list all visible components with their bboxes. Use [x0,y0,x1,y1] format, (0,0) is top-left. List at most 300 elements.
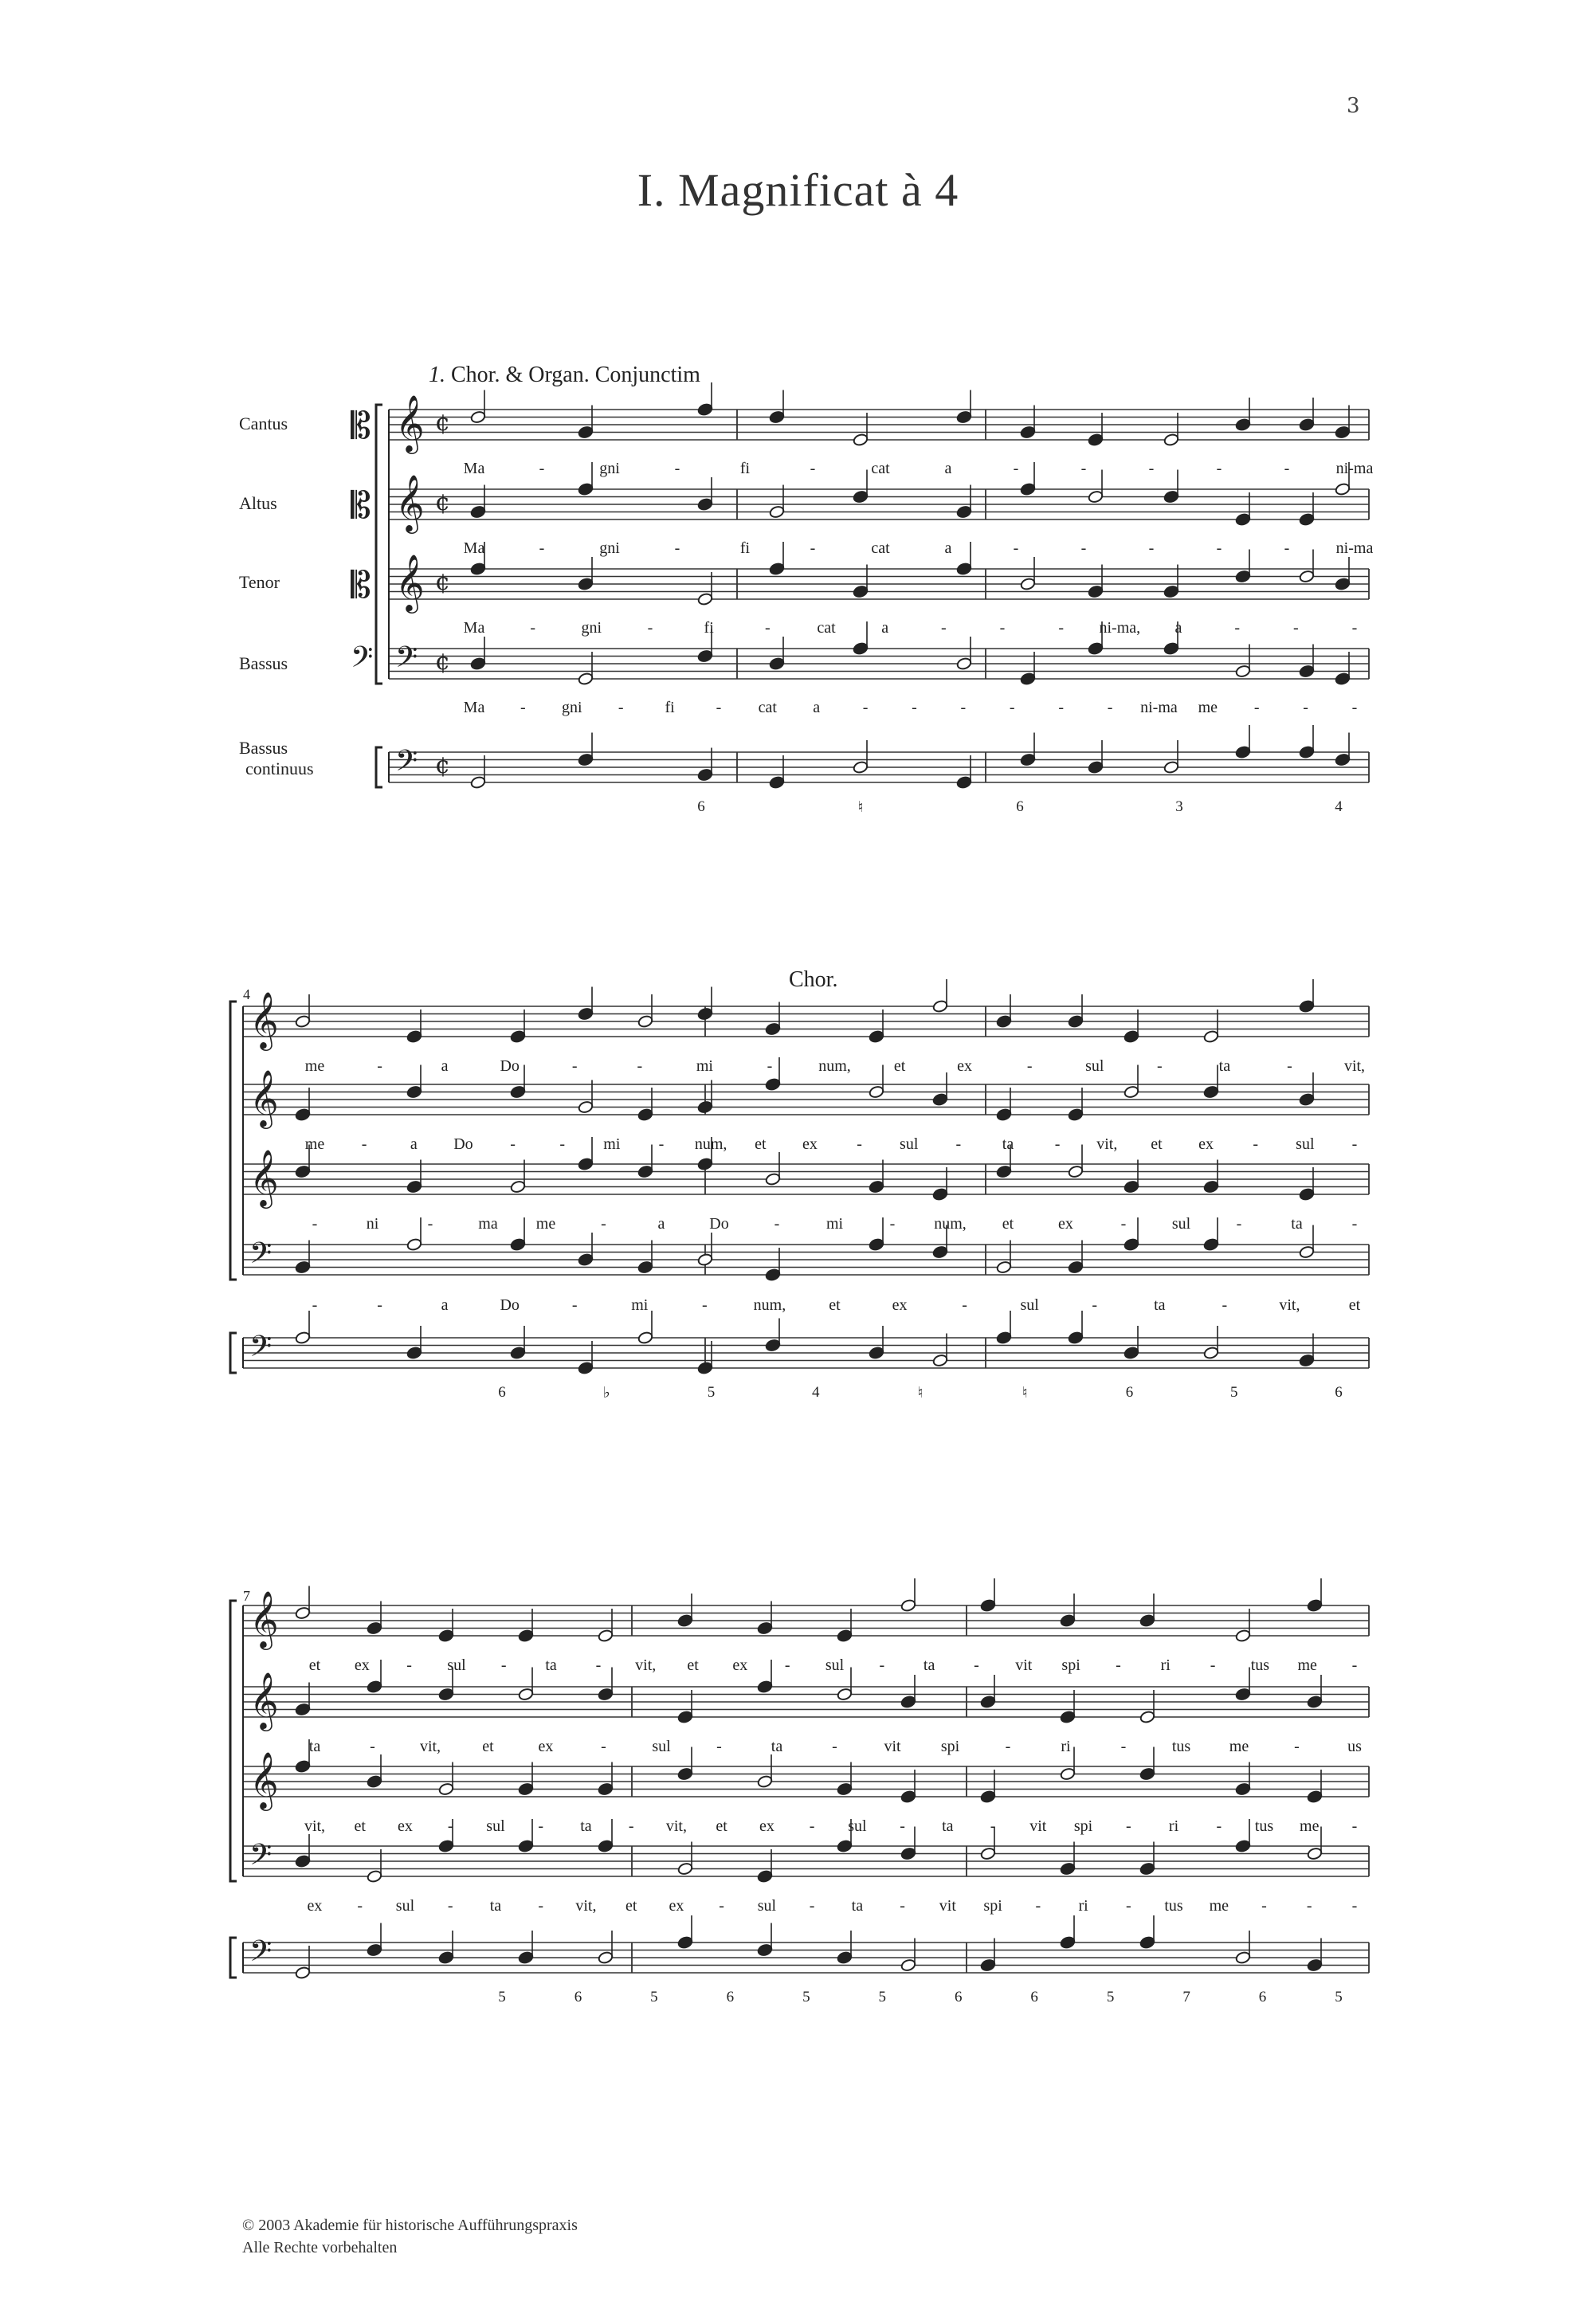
c-clef-icon: 𝄡 [351,563,371,606]
quarter-note [578,1157,594,1170]
half-note [677,1862,693,1876]
figured-bass-number: 5 [707,1384,716,1401]
lyric-hyphen: - [960,699,967,716]
lyric-syllable: tus [1254,1817,1274,1835]
quarter-note [295,1759,311,1773]
lyric-hyphen: - [1125,1817,1131,1835]
lyric-hyphen: - [810,539,816,557]
quarter-note [1299,1354,1315,1367]
quarter-note [1068,1331,1084,1344]
lyric-hyphen: - [1306,1897,1312,1915]
lyric-hyphen: - [1216,460,1222,477]
lyric-syllable: vit, [304,1817,326,1835]
lyric-hyphen: - [357,1897,363,1915]
half-note [470,410,486,424]
half-note [578,672,594,685]
continuo-bracket [230,1333,237,1373]
lyric-syllable: me [1209,1897,1229,1915]
voice-label-continuo-line1: Bassus [239,738,288,758]
page-number: 3 [1347,94,1360,118]
quarter-note [578,577,594,590]
lyric-hyphen: - [974,1656,979,1674]
lyric-syllable: ma [478,1215,498,1233]
figured-bass-number: 6 [1335,1384,1343,1401]
quarter-note [837,1950,853,1964]
quarter-note [1088,760,1104,774]
lyric-hyphen: - [1284,539,1290,557]
lyric-syllable: et [625,1897,637,1915]
half-note [295,1966,311,1979]
lyric-hyphen: - [1351,1656,1358,1674]
lyric-hyphen: - [571,1057,578,1075]
lyric-hyphen: - [658,1135,665,1153]
quarter-note [697,402,713,416]
lyric-syllable: me [304,1135,325,1153]
lyric-syllable: ta [1218,1057,1231,1075]
quarter-note [837,1629,853,1642]
lyric-hyphen: - [962,1296,967,1314]
quarter-note [697,1100,713,1114]
figured-bass-number: 6 [1125,1384,1134,1401]
quarter-note [518,1629,534,1642]
lyric-hyphen: - [559,1135,566,1153]
lyric-hyphen: - [1092,1296,1098,1314]
lyric-syllable: et [482,1738,494,1755]
lyric-hyphen: - [601,1738,606,1755]
quarter-note [1307,1695,1323,1708]
quarter-note [956,505,972,519]
treble-clef-icon: 𝄞 [395,473,425,531]
bass-clef-icon: 𝄢 [351,641,374,681]
quarter-note [757,1869,773,1883]
lyric-syllable: me [304,1057,325,1075]
quarter-note [697,649,713,663]
quarter-note [518,1839,534,1852]
lyric-hyphen: - [912,699,917,716]
lyric-syllable: sul [757,1897,777,1915]
lyric-hyphen: - [500,1656,507,1674]
lyric-syllable: vit, [575,1897,597,1915]
lyric-syllable: ri [1168,1817,1179,1835]
half-note [367,1869,382,1883]
lyric-syllable: ta [942,1817,954,1835]
lyric-hyphen: - [1058,619,1064,637]
lyric-syllable: et [1151,1135,1163,1153]
lyric-hyphen: - [1253,699,1260,716]
lyric-hyphen: - [1216,539,1222,557]
quarter-note [367,1621,382,1635]
quarter-note [980,1695,996,1708]
half-note [1299,570,1315,583]
lyric-syllable: gni [581,619,602,637]
lyric-syllable: ex [354,1656,370,1674]
quarter-note [510,1346,526,1359]
treble-clef-icon: 𝄞 [249,1148,279,1206]
quarter-note [956,775,972,789]
lyric-syllable: me [1229,1738,1249,1755]
lyric-syllable: me [1198,699,1218,716]
quarter-note [956,562,972,575]
lyric-syllable: a [944,539,952,557]
lyric-hyphen: - [702,1296,708,1314]
lyric-syllable: num, [934,1215,967,1233]
bass-clef-icon: 𝄢 [395,744,418,785]
lyric-hyphen: - [1148,460,1155,477]
lyric-hyphen: - [406,1656,412,1674]
lyric-hyphen: - [377,1296,382,1314]
lyric-syllable: a [441,1296,449,1314]
quarter-note [697,1361,713,1374]
lyric-syllable: cat [758,699,777,716]
figured-bass-number: 4 [1335,798,1343,815]
quarter-note [406,1085,422,1099]
quarter-note [1299,745,1315,759]
quarter-note [757,1621,773,1635]
quarter-note [1235,745,1251,759]
quarter-note [980,1958,996,1972]
half-note [1060,1767,1076,1781]
lyric-hyphen: - [1284,460,1290,477]
quarter-note [518,1782,534,1796]
lyric-syllable: ta [1002,1135,1014,1153]
quarter-note [406,1029,422,1043]
quarter-note [956,410,972,424]
quarter-note [438,1688,454,1701]
lyric-hyphen: - [889,1215,896,1233]
lyric-hyphen: - [377,1057,382,1075]
lyric-syllable: sul [900,1135,919,1153]
quarter-note [1163,490,1179,504]
quarter-note [510,1029,526,1043]
quarter-note [598,1839,614,1852]
lyric-hyphen: - [539,539,545,557]
figured-bass-number: 5 [498,1989,506,2005]
quarter-note [1123,1346,1139,1359]
time-signature-cut-common: ¢ [435,648,451,676]
figured-bass-number: 5 [878,1989,887,2005]
figured-bass-number: 6 [1016,798,1024,815]
bass-clef-icon: 𝄢 [395,641,418,681]
lyric-hyphen: - [810,460,816,477]
lyric-syllable: Ma [463,699,485,716]
voice-label-altus: Altus [239,493,277,513]
treble-clef-icon: 𝄞 [395,553,425,611]
lyric-syllable: sul [652,1738,671,1755]
lyric-syllable: sul [848,1817,867,1835]
half-note [1235,1950,1251,1964]
figured-bass-number: 6 [1258,1989,1267,2005]
continuo-bracket [230,1938,237,1978]
quarter-note [295,1165,311,1178]
c-clef-icon: 𝄡 [351,404,371,447]
lyric-syllable: ex [802,1135,818,1153]
system-bracket [230,1002,237,1280]
quarter-note [637,1260,653,1274]
quarter-note [980,1598,996,1612]
lyric-syllable: num, [753,1296,786,1314]
bass-clef-icon: 𝄢 [249,1330,273,1370]
quarter-note [1307,1598,1323,1612]
quarter-note [1020,482,1036,496]
lyric-hyphen: - [832,1738,837,1755]
system-bracket [376,405,382,684]
quarter-note [853,490,869,504]
lyric-syllable: mi [825,1215,844,1233]
half-note [697,1253,713,1266]
lyric-syllable: mi [696,1057,713,1075]
quarter-note [1235,570,1251,583]
lyric-syllable: fi [665,699,675,716]
quarter-note [677,1710,693,1723]
lyric-syllable: a [410,1135,418,1153]
quarter-note [1203,1180,1219,1194]
lyric-hyphen: - [1080,539,1087,557]
half-note [956,657,972,670]
figured-bass-number: 4 [812,1384,820,1401]
quarter-note [677,1767,693,1781]
lyric-hyphen: - [447,1817,453,1835]
quarter-note [769,657,785,670]
lyric-syllable: ni [366,1215,379,1233]
lyric-hyphen: - [1058,699,1064,716]
quarter-note [637,1165,653,1178]
lyric-hyphen: - [999,619,1006,637]
quarter-note [1139,1767,1155,1781]
lyric-hyphen: - [900,1897,905,1915]
quarter-note [295,1703,311,1716]
lyric-hyphen: - [427,1215,433,1233]
treble-clef-icon: 𝄞 [249,1068,279,1127]
lyric-hyphen: - [809,1817,815,1835]
lyric-hyphen: - [618,699,624,716]
half-note [769,505,785,519]
quarter-note [677,1935,693,1949]
lyric-hyphen: - [940,619,947,637]
lyric-syllable: ta [489,1897,502,1915]
figured-bass-number: 6 [574,1989,582,2005]
quarter-note [578,1007,594,1021]
half-note [1163,433,1179,446]
copyright-line1: © 2003 Akademie für historische Aufführungspraxis [242,2217,578,2234]
lyric-hyphen: - [1351,1215,1358,1233]
copyright-notice [242,2214,578,2259]
voice-label-cantus: Cantus [239,414,288,433]
lyric-hyphen: - [595,1656,602,1674]
half-note [1235,664,1251,678]
lyric-hyphen: - [900,1817,905,1835]
quarter-note [769,410,785,424]
lyric-syllable: tus [1171,1738,1191,1755]
quarter-note [996,1014,1012,1028]
quarter-note [1060,1613,1076,1627]
quarter-note [578,425,594,439]
lyric-syllable: spi [1061,1656,1080,1674]
lyric-syllable: me [1300,1817,1320,1835]
lyric-syllable: ex [669,1897,684,1915]
lyric-hyphen: - [571,1296,578,1314]
quarter-note [438,1950,454,1964]
lyric-hyphen: - [1026,1057,1033,1075]
lyric-hyphen: - [538,1817,544,1835]
lyric-syllable: sul [486,1817,505,1835]
quarter-note [1060,1862,1076,1876]
lyric-hyphen: - [628,1817,634,1835]
lyric-syllable: tus [1250,1656,1270,1674]
lyric-hyphen: - [370,1738,375,1755]
lyric-syllable: a [657,1215,665,1233]
bass-clef-icon: 𝄢 [249,1935,273,1975]
quarter-note [697,497,713,511]
half-note [598,1629,614,1642]
quarter-note [1123,1237,1139,1251]
lyric-syllable: ri [1061,1738,1071,1755]
treble-clef-icon: 𝄞 [249,990,279,1049]
lyric-hyphen: - [312,1296,318,1314]
lyric-hyphen: - [520,699,526,716]
lyric-syllable: cat [817,619,836,637]
treble-clef-icon: 𝄞 [249,1750,279,1809]
lyric-syllable: a [881,619,889,637]
lyric-syllable: num, [818,1057,851,1075]
quarter-note [1088,433,1104,446]
quarter-note [637,1107,653,1121]
lyric-hyphen: - [1125,1897,1131,1915]
lyric-syllable: vit, [1096,1135,1118,1153]
lyric-hyphen: - [1080,460,1087,477]
lyric-hyphen: - [784,1656,790,1674]
half-note [1068,1165,1084,1178]
lyric-syllable: fi [739,460,751,477]
lyric-hyphen: - [774,1215,780,1233]
half-note [510,1180,526,1194]
lyric-hyphen: - [1009,699,1015,716]
figured-bass-number: ♮ [917,1385,923,1402]
lyric-hyphen: - [1107,699,1113,716]
lyric-syllable: Ma [463,539,485,557]
quarter-note [1299,418,1315,431]
lyric-syllable: mi [631,1296,649,1314]
copyright-line2: Alle Rechte vorbehalten [242,2239,398,2256]
figured-bass-number: 5 [1230,1384,1238,1401]
quarter-note [1088,641,1104,655]
half-note [1299,1245,1315,1259]
lyric-hyphen: - [716,1738,722,1755]
bass-clef-icon: 𝄢 [249,1838,273,1879]
half-note [1088,490,1104,504]
lyric-syllable: spi [983,1897,1002,1915]
lyric-syllable: Do [500,1057,520,1075]
quarter-note [900,1695,916,1708]
lyric-hyphen: - [674,539,680,557]
treble-clef-icon: 𝄞 [395,394,425,452]
quarter-note [1020,672,1036,685]
quarter-note [853,641,869,655]
lyric-syllable: vit [884,1738,901,1755]
lyric-syllable: vit, [635,1656,657,1674]
lyric-syllable: Do [500,1296,520,1314]
quarter-note [697,768,713,782]
lyric-syllable: mi [603,1135,621,1153]
quarter-note [1335,577,1351,590]
lyric-syllable: vit, [1343,1057,1366,1075]
lyric-hyphen: - [447,1897,453,1915]
lyric-syllable: cat [871,539,890,557]
half-note [1123,1085,1139,1099]
lyric-hyphen: - [1120,1738,1127,1755]
quarter-note [869,1237,884,1251]
lyric-hyphen: - [1287,1057,1292,1075]
quarter-note [295,1107,311,1121]
quarter-note [1299,512,1315,526]
half-note [900,1598,916,1612]
lyric-syllable: sul [1296,1135,1315,1153]
lyric-syllable: et [354,1817,366,1835]
quarter-note [1060,1710,1076,1723]
quarter-note [1020,425,1036,439]
lyric-syllable: Ma [463,619,485,637]
lyric-hyphen: - [637,1057,643,1075]
section-number: 1. [429,363,445,387]
lyric-hyphen: - [1156,1057,1163,1075]
lyric-syllable: ni-ma [1335,539,1374,557]
lyric-syllable: ex [759,1817,774,1835]
quarter-note [295,1854,311,1868]
quarter-note [578,753,594,766]
quarter-note [1020,753,1036,766]
lyric-hyphen: - [1116,1656,1121,1674]
lyric-syllable: sul [1085,1057,1104,1075]
lyric-syllable: ni-ma [1335,460,1374,477]
lyric-hyphen: - [312,1215,318,1233]
lyric-syllable: sul [1020,1296,1039,1314]
lyric-hyphen: - [1013,539,1019,557]
lyric-hyphen: - [538,1897,544,1915]
quarter-note [1163,585,1179,598]
half-note [295,1606,311,1620]
figured-bass-number: 6 [1030,1989,1038,2005]
quarter-note [578,1253,594,1266]
quarter-note [1235,418,1251,431]
figured-bass-number: 3 [1175,798,1183,815]
lyric-syllable: ta [308,1738,321,1755]
quarter-note [769,775,785,789]
voice-label-continuo-line2: continuus [245,759,314,778]
voice-label-tenor: Tenor [239,572,280,592]
lyric-hyphen: - [647,619,653,637]
lyric-hyphen: - [1351,1817,1358,1835]
lyric-syllable: a [441,1057,449,1075]
half-note [853,760,869,774]
quarter-note [932,1187,948,1201]
quarter-note [996,1165,1012,1178]
half-note [1139,1710,1155,1723]
lyric-hyphen: - [530,619,535,637]
lyric-syllable: fi [739,539,751,557]
quarter-note [853,585,869,598]
lyric-syllable: sul [395,1897,415,1915]
quarter-note [598,1782,614,1796]
lyric-syllable: cat [871,460,890,477]
quarter-note [1203,1085,1219,1099]
quarter-note [697,1157,713,1170]
lyric-hyphen: - [1292,619,1299,637]
half-note [438,1782,454,1796]
lyric-hyphen: - [1120,1215,1127,1233]
lyric-syllable: ex [732,1656,748,1674]
quarter-note [765,1022,781,1036]
section-text: Chor. & Organ. Conjunctim [451,363,700,387]
quarter-note [900,1847,916,1860]
